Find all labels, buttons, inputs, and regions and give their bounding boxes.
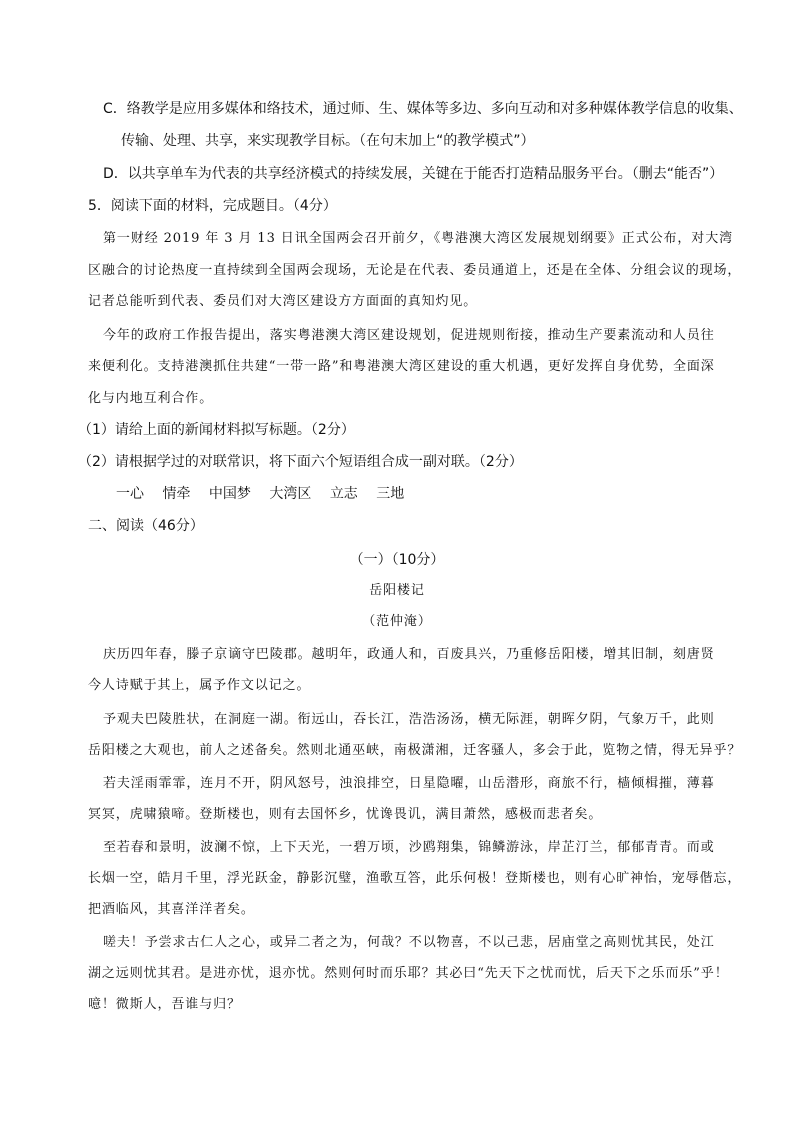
poem-line: 至若春和景明，波澜不惊，上下天光，一碧万顷，沙鸥翔集，锦鳞游泳，岸芷汀兰，郁郁青青。而或	[103, 840, 715, 855]
poem-line: 长烟一空，皓月千里，浮光跃金，静影沉璧，渔歌互答，此乐何极！登斯楼也，则有心旷神怡，宠辱偕忘，	[88, 871, 742, 886]
poem-line: 今人诗赋于其上，属予作文以记之。	[88, 678, 311, 693]
phrase-item: 三地	[376, 486, 405, 502]
phrase-item: 大湾区	[269, 486, 312, 502]
option-c-line-1: C．络教学是应用多媒体和络技术，通过师、生、媒体等多边、多向互动和对多种媒体教学信息的收集、	[103, 101, 743, 117]
phrase-item: 立志	[329, 486, 358, 502]
phrase-list	[116, 484, 418, 504]
poem-line: 湖之远则忧其君。是进亦忧，退亦忧。然则何时而乐耶？其必曰“先天下之忧而忧，后天下之乐而乐”乎！	[88, 966, 729, 981]
poem-line: 若夫淫雨霏霏，连月不开，阴风怒号，浊浪排空，日星隐曜，山岳潜形，商旅不行，樯倾楫摧，薄暮	[103, 776, 715, 791]
poem-line: 噫！微斯人，吾谁与归？	[88, 997, 241, 1012]
sub-question-1: （1）请给上面的新闻材料拟写标题。（2分）	[78, 422, 355, 438]
poem-title: 岳阳楼记	[369, 583, 425, 598]
part-label: （一）（10分）	[349, 552, 445, 568]
phrase-item: 情牵	[162, 486, 191, 502]
poem-line: 冥冥，虎啸猿啼。登斯楼也，则有去国怀乡，忧谗畏讥，满目萧然，感极而悲者矣。	[88, 807, 603, 822]
material-line: 第一财经 2019 年 3 月 13 日讯全国两会召开前夕，《粤港澳大湾区发展规划纲要》正式公布，对大湾	[103, 231, 733, 246]
material-line: 化与内地互利合作。	[88, 391, 214, 406]
sub-question-2: （2）请根据学过的对联常识，将下面六个短语组合成一副对联。（2分）	[78, 454, 523, 470]
poem-line: 岳阳楼之大观也，前人之述备矣。然则北通巫峡，南极潇湘，迁客骚人，多会于此，览物之情，得无异乎？	[88, 743, 742, 758]
poem-line: 庆历四年春，滕子京谪守巴陵郡。越明年，政通人和，百废具兴，乃重修岳阳楼，增其旧制，刻唐贤	[103, 647, 715, 662]
phrase-item: 一心	[116, 486, 144, 502]
poem-line: 予观夫巴陵胜状，在洞庭一湖。衔远山，吞长江，浩浩汤汤，横无际涯，朝晖夕阴，气象万千，此则	[103, 712, 715, 727]
material-line: 记者总能听到代表、委员们对大湾区建设方方面面的真知灼见。	[88, 294, 478, 309]
poem-line: 嗟夫！予尝求古仁人之心，或异二者之为，何哉？不以物喜，不以己悲，居庙堂之高则忧其民，处江	[103, 935, 715, 950]
material-line: 来便利化。支持港澳抓住共建“一带一路”和粤港澳大湾区建设的重大机遇，更好发挥自身优势，全面深	[88, 359, 715, 374]
section-2-heading: 二、阅读（46分）	[88, 518, 204, 534]
poem-line: 把酒临风，其喜洋洋者矣。	[88, 902, 255, 917]
question-5-heading: 5．阅读下面的材料，完成题目。（4分）	[88, 198, 337, 214]
poem-author: （范仲淹）	[362, 614, 432, 629]
option-c-line-2: 传输、处理、共享，来实现教学目标。（在句末加上“的教学模式”）	[121, 133, 535, 149]
material-line: 区融合的讨论热度一直持续到全国两会现场，无论是在代表、委员通道上，还是在全体、分组会议的现场，	[88, 263, 742, 278]
option-d-line: D．以共享单车为代表的共享经济模式的持续发展，关键在于能否打造精品服务平台。（删去“能否”）	[103, 166, 724, 182]
phrase-item: 中国梦	[208, 486, 251, 502]
material-line: 今年的政府工作报告提出，落实粤港澳大湾区建设规划，促进规则衔接，推动生产要素流动和人员往	[103, 328, 715, 343]
